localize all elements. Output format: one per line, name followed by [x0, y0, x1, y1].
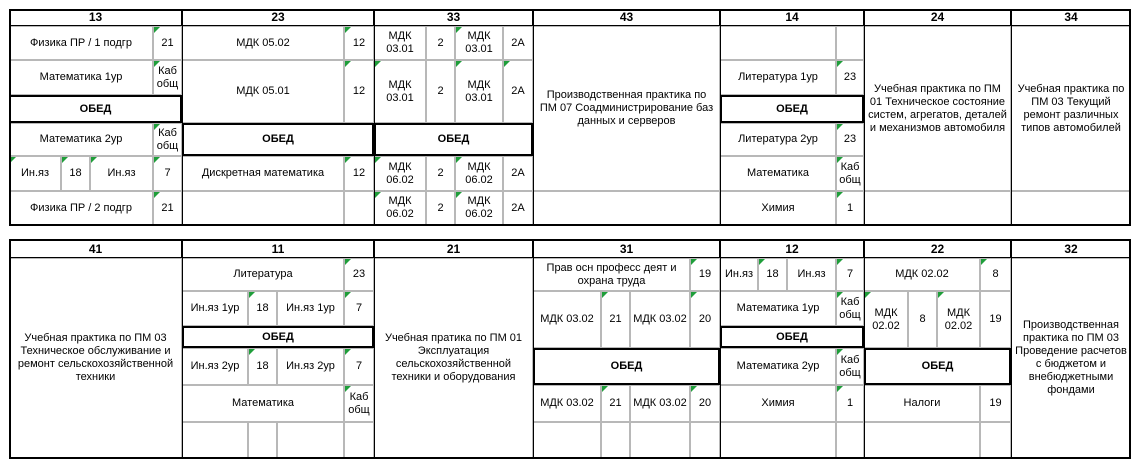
room-cell[interactable]: 19	[980, 291, 1011, 348]
lunch-cell[interactable]: ОБЕД	[9, 95, 182, 123]
group-header-34: 34	[1011, 9, 1131, 26]
room-cell[interactable]: 18	[248, 291, 277, 326]
empty-cell[interactable]	[277, 422, 344, 458]
room-cell[interactable]: 2	[426, 156, 455, 191]
subject-cell[interactable]: МДК 03.02	[630, 385, 690, 422]
empty-cell[interactable]	[630, 422, 690, 458]
room-cell[interactable]: Каб общ	[153, 60, 182, 95]
subject-cell[interactable]: Налоги	[864, 385, 980, 422]
subject-cell[interactable]: МДК 03.02	[630, 291, 690, 348]
empty-cell[interactable]	[533, 191, 720, 225]
room-cell[interactable]: 2	[426, 26, 455, 60]
empty-cell[interactable]	[836, 26, 864, 60]
subject-cell[interactable]: Математика 2ур	[720, 348, 836, 385]
subject-cell[interactable]: Ин.яз 2ур	[277, 348, 344, 385]
group-divider	[533, 239, 534, 459]
subject-cell[interactable]: МДК 02.02	[937, 291, 980, 348]
group-header-43: 43	[533, 9, 720, 26]
practice-cell[interactable]: Учебная практика по ПМ 03 Техническое обслуживание и ремонт сельскохозяйственной техники	[9, 258, 182, 458]
room-cell[interactable]: 19	[690, 258, 720, 291]
room-cell[interactable]: 21	[601, 291, 630, 348]
subject-cell[interactable]: МДК 05.02	[182, 26, 344, 60]
room-cell[interactable]: 12	[344, 156, 374, 191]
empty-cell[interactable]	[182, 422, 248, 458]
room-cell[interactable]: 2А	[503, 26, 533, 60]
lunch-cell[interactable]: ОБЕД	[720, 95, 864, 123]
subject-cell[interactable]: МДК 03.01	[455, 60, 503, 123]
empty-cell[interactable]	[182, 191, 344, 225]
room-cell[interactable]: 7	[836, 258, 864, 291]
room-cell[interactable]: Каб общ	[836, 348, 864, 385]
group-header-11: 11	[182, 239, 374, 258]
lunch-cell[interactable]: ОБЕД	[374, 123, 533, 156]
room-cell[interactable]: 7	[344, 348, 374, 385]
empty-cell[interactable]	[690, 422, 720, 458]
group-header-22: 22	[864, 239, 1011, 258]
room-cell[interactable]: 23	[344, 258, 374, 291]
lunch-cell[interactable]: ОБЕД	[182, 326, 374, 348]
room-cell[interactable]: 2	[426, 191, 455, 225]
group-header-31: 31	[533, 239, 720, 258]
subject-cell[interactable]: Математика 1ур	[9, 60, 153, 95]
subject-cell[interactable]: Литература 2ур	[720, 123, 836, 156]
empty-cell[interactable]	[344, 191, 374, 225]
subject-cell[interactable]: МДК 06.02	[455, 191, 503, 225]
lunch-cell[interactable]: ОБЕД	[182, 123, 374, 156]
group-header-14: 14	[720, 9, 864, 26]
empty-cell[interactable]	[864, 422, 980, 458]
subject-cell[interactable]: МДК 06.02	[455, 156, 503, 191]
group-divider	[182, 9, 183, 226]
group-divider	[533, 9, 534, 226]
subject-cell[interactable]: МДК 03.01	[374, 26, 426, 60]
empty-cell[interactable]	[836, 422, 864, 458]
room-cell[interactable]: 8	[980, 258, 1011, 291]
subject-cell[interactable]: МДК 06.02	[374, 156, 426, 191]
room-cell[interactable]: 21	[153, 191, 182, 225]
room-cell[interactable]: 2А	[503, 191, 533, 225]
group-header-12: 12	[720, 239, 864, 258]
group-divider	[374, 239, 375, 459]
subject-cell[interactable]: МДК 02.02	[864, 291, 908, 348]
subject-cell[interactable]: Ин.яз 2ур	[182, 348, 248, 385]
group-header-33: 33	[374, 9, 533, 26]
room-cell[interactable]: 21	[601, 385, 630, 422]
room-cell[interactable]: 20	[690, 291, 720, 348]
subject-cell[interactable]: Ин.яз	[720, 258, 758, 291]
room-cell[interactable]: 2А	[503, 60, 533, 123]
group-header-21: 21	[374, 239, 533, 258]
lunch-cell[interactable]: ОБЕД	[533, 348, 720, 385]
empty-cell[interactable]	[248, 422, 277, 458]
room-cell[interactable]: 18	[61, 156, 90, 191]
practice-cell[interactable]: Учебная практика по ПМ 03 Текущий ремонт различных типов автомобилей	[1011, 26, 1131, 191]
room-cell[interactable]: 12	[344, 60, 374, 123]
practice-cell[interactable]: Учебная практика по ПМ 01 Техническое состояние систем, агрегатов, деталей и механизмов автомобиля	[864, 26, 1011, 191]
group-divider	[374, 9, 375, 226]
room-cell[interactable]: 7	[153, 156, 182, 191]
subject-cell[interactable]: МДК 06.02	[374, 191, 426, 225]
subject-cell[interactable]: Физика ПР / 1 подгр	[9, 26, 153, 60]
subject-cell[interactable]: Дискретная математика	[182, 156, 344, 191]
subject-cell[interactable]: Ин.яз	[787, 258, 836, 291]
subject-cell[interactable]: МДК 03.02	[533, 385, 601, 422]
subject-cell[interactable]: Литература 1ур	[720, 60, 836, 95]
room-cell[interactable]: 18	[248, 348, 277, 385]
subject-cell[interactable]: Математика	[182, 385, 344, 422]
group-divider	[864, 239, 865, 459]
room-cell[interactable]: 12	[344, 26, 374, 60]
room-cell[interactable]: 23	[836, 60, 864, 95]
subject-cell[interactable]: Химия	[720, 191, 836, 225]
room-cell[interactable]: 21	[153, 26, 182, 60]
room-cell[interactable]: 19	[980, 385, 1011, 422]
group-header-41: 41	[9, 239, 182, 258]
room-cell[interactable]: Каб общ	[836, 291, 864, 326]
room-cell[interactable]: Каб общ	[344, 385, 374, 422]
subject-cell[interactable]: МДК 02.02	[864, 258, 980, 291]
room-cell[interactable]: 2	[426, 60, 455, 123]
room-cell[interactable]: 1	[836, 191, 864, 225]
subject-cell[interactable]: МДК 03.01	[455, 26, 503, 60]
practice-cell[interactable]: Производственная практика по ПМ 07 Соадминистрирование баз данных и серверов	[533, 26, 720, 191]
subject-cell[interactable]: Ин.яз 1ур	[182, 291, 248, 326]
room-cell[interactable]: Каб общ	[153, 123, 182, 156]
subject-cell[interactable]: Математика	[720, 156, 836, 191]
subject-cell[interactable]: Ин.яз	[90, 156, 153, 191]
empty-cell[interactable]	[1011, 191, 1131, 225]
group-divider	[864, 9, 865, 226]
empty-cell[interactable]	[344, 422, 374, 458]
subject-cell[interactable]: МДК 03.02	[533, 291, 601, 348]
lunch-cell[interactable]: ОБЕД	[720, 326, 864, 348]
room-cell[interactable]: 2А	[503, 156, 533, 191]
empty-cell[interactable]	[980, 422, 1011, 458]
subject-cell[interactable]: МДК 03.01	[374, 60, 426, 123]
group-divider	[182, 239, 183, 459]
group-divider	[720, 239, 721, 459]
room-cell[interactable]: 7	[344, 291, 374, 326]
room-cell[interactable]: 1	[836, 385, 864, 422]
empty-cell[interactable]	[720, 422, 836, 458]
room-cell[interactable]: 23	[836, 123, 864, 156]
subject-cell[interactable]: Ин.яз 1ур	[277, 291, 344, 326]
empty-cell[interactable]	[601, 422, 630, 458]
subject-cell[interactable]: Прав осн професс деят и охрана труда	[533, 258, 690, 291]
group-divider	[1011, 9, 1012, 226]
room-cell[interactable]: 8	[908, 291, 937, 348]
group-header-24: 24	[864, 9, 1011, 26]
group-header-32: 32	[1011, 239, 1131, 258]
group-header-23: 23	[182, 9, 374, 26]
empty-cell[interactable]	[720, 26, 836, 60]
subject-cell[interactable]: Физика ПР / 2 подгр	[9, 191, 153, 225]
group-divider	[720, 9, 721, 226]
subject-cell[interactable]: Литература	[182, 258, 344, 291]
subject-cell[interactable]: Ин.яз	[9, 156, 61, 191]
empty-cell[interactable]	[533, 422, 601, 458]
practice-cell[interactable]: Производственная практика по ПМ 03 Проведение расчетов с бюджетом и внебюджетными фондами	[1011, 258, 1131, 458]
subject-cell[interactable]: МДК 05.01	[182, 60, 344, 123]
room-cell[interactable]: 20	[690, 385, 720, 422]
group-header-13: 13	[9, 9, 182, 26]
empty-cell[interactable]	[864, 191, 1011, 225]
subject-cell[interactable]: Химия	[720, 385, 836, 422]
group-divider	[1011, 239, 1012, 459]
subject-cell[interactable]: Математика 2ур	[9, 123, 153, 156]
subject-cell[interactable]: Математика 1ур	[720, 291, 836, 326]
practice-cell[interactable]: Учебная пратика по ПМ 01 Эксплуатация сельскохозяйственной техники и оборудования	[374, 258, 533, 458]
room-cell[interactable]: 18	[758, 258, 787, 291]
lunch-cell[interactable]: ОБЕД	[864, 348, 1011, 385]
room-cell[interactable]: Каб общ	[836, 156, 864, 191]
